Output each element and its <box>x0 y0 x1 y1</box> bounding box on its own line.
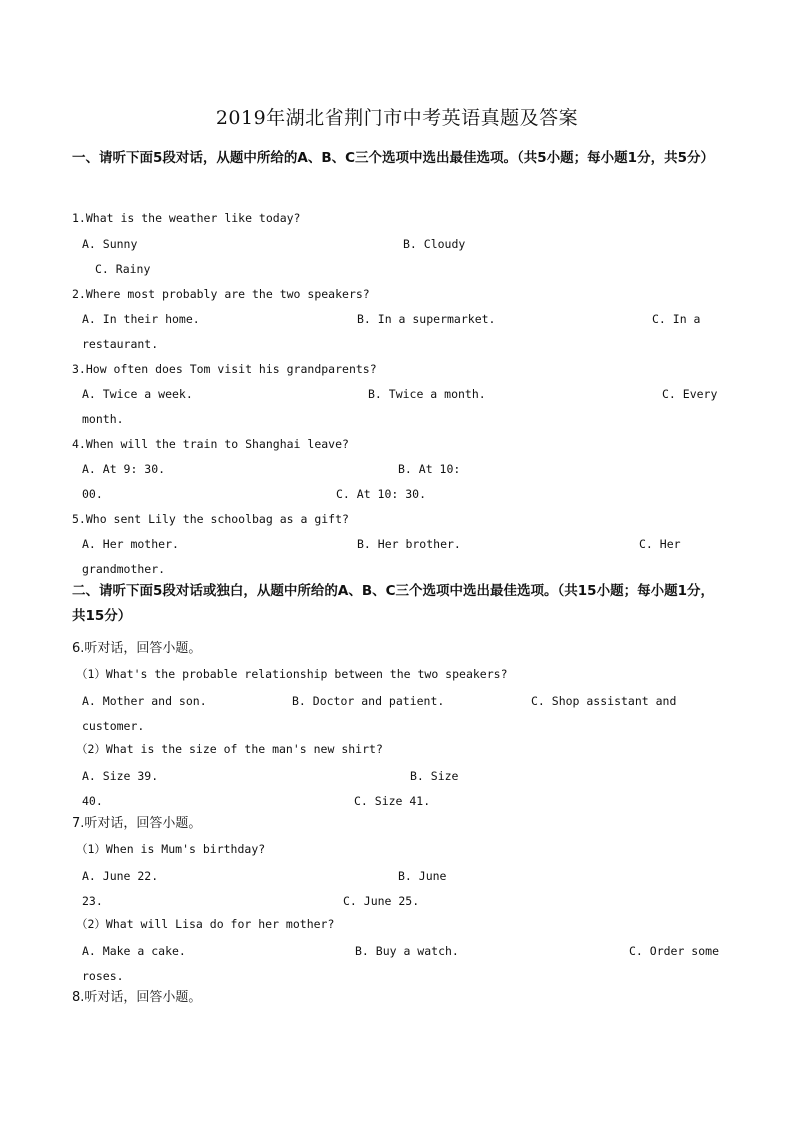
question-7-sub-1-option-c: C. June 25. <box>343 894 420 908</box>
question-6-sub-2-option-b-cont: 40. <box>82 794 103 808</box>
question-6-sub-2: （2）What is the size of the man's new shirt? <box>76 742 383 756</box>
question-7-sub-1: （1）When is Mum's birthday? <box>76 842 266 856</box>
question-5-option-c-cont: grandmother. <box>82 562 166 576</box>
question-6-sub-1-option-c-cont: customer. <box>82 719 145 733</box>
question-3-option-a: A. Twice a week. <box>82 387 193 401</box>
question-6-sub-1-option-b: B. Doctor and patient. <box>292 694 445 708</box>
question-4-option-b-cont: 00. <box>82 487 103 501</box>
question-8-stem: 8.听对话，回答小题。 <box>72 990 202 1005</box>
question-3-option-c-cont: month. <box>82 412 124 426</box>
question-5-option-b: B. Her brother. <box>357 537 461 551</box>
question-6-sub-1-option-c: C. Shop assistant and <box>531 694 677 708</box>
question-4-option-b: B. At 10: <box>398 462 461 476</box>
question-3-option-b: B. Twice a month. <box>368 387 486 401</box>
question-6-sub-1: （1）What's the probable relationship between the two speakers? <box>76 667 508 681</box>
question-7-sub-2-option-c-cont: roses. <box>82 969 124 983</box>
question-7-sub-1-option-b: B. June <box>398 869 447 883</box>
question-6-sub-2-option-a: A. Size 39. <box>82 769 159 783</box>
section-2-heading: 二、请听下面5段对话或独白，从题中所给的A、B、C三个选项中选出最佳选项。（共15小题；每小题1分，共15分） <box>72 583 714 624</box>
question-3-option-c: C. Every <box>662 387 718 401</box>
question-6-sub-1-option-a: A. Mother and son. <box>82 694 207 708</box>
question-4-stem: 4.When will the train to Shanghai leave? <box>72 437 349 451</box>
question-2-option-c: C. In a <box>652 312 701 326</box>
question-7-sub-2-option-a: A. Make a cake. <box>82 944 186 958</box>
page-title: 2019年湖北省荆门市中考英语真题及答案 <box>215 107 579 129</box>
question-7-stem: 7.听对话，回答小题。 <box>72 816 202 831</box>
question-2-stem: 2.Where most probably are the two speakers? <box>72 287 370 301</box>
question-4-option-c: C. At 10: 30. <box>336 487 427 501</box>
question-2-option-a: A. In their home. <box>82 312 200 326</box>
question-7-sub-2-option-b: B. Buy a watch. <box>355 944 459 958</box>
section-1-heading: 一、请听下面5段对话，从题中所给的A、B、C三个选项中选出最佳选项。（共5小题；每小题1分，共5分） <box>72 150 714 166</box>
question-1-option-b: B. Cloudy <box>403 237 466 251</box>
question-3-stem: 3.How often does Tom visit his grandparents? <box>72 362 377 376</box>
question-6-stem: 6.听对话，回答小题。 <box>72 641 202 656</box>
question-7-sub-1-option-a: A. June 22. <box>82 869 159 883</box>
question-2-option-b: B. In a supermarket. <box>357 312 496 326</box>
question-1-option-c: C. Rainy <box>95 262 151 276</box>
question-7-sub-1-option-b-cont: 23. <box>82 894 103 908</box>
question-1-option-a: A. Sunny <box>82 237 138 251</box>
question-1-stem: 1.What is the weather like today? <box>72 211 301 225</box>
question-7-sub-2-option-c: C. Order some <box>629 944 720 958</box>
question-5-option-a: A. Her mother. <box>82 537 179 551</box>
question-5-stem: 5.Who sent Lily the schoolbag as a gift? <box>72 512 349 526</box>
question-6-sub-2-option-b: B. Size <box>410 769 459 783</box>
question-4-option-a: A. At 9: 30. <box>82 462 166 476</box>
question-6-sub-2-option-c: C. Size 41. <box>354 794 431 808</box>
question-2-option-c-cont: restaurant. <box>82 337 159 351</box>
question-5-option-c: C. Her <box>639 537 681 551</box>
question-7-sub-2: （2）What will Lisa do for her mother? <box>76 917 335 931</box>
